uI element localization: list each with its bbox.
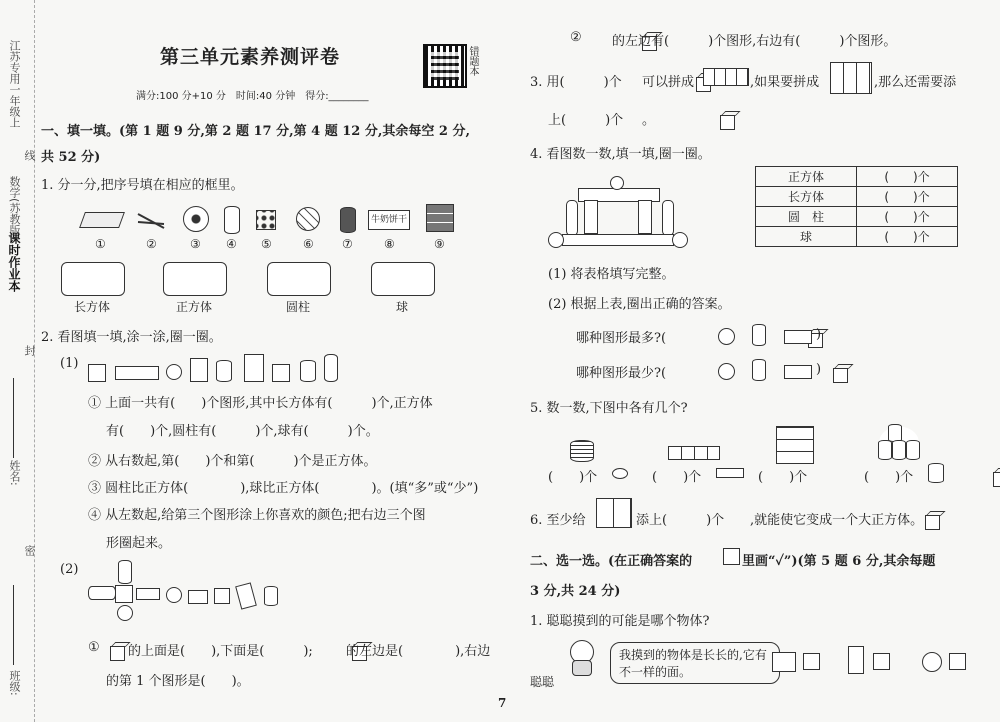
q2-line6: 形圈起来。 <box>106 536 172 551</box>
grade-label: 江苏专用一年级上 <box>8 40 21 128</box>
cut-mark: 线 <box>23 150 36 161</box>
table-row <box>756 187 958 207</box>
name-blank[interactable] <box>13 378 14 458</box>
num-5: ⑤ <box>261 237 272 251</box>
p2-cube-center <box>115 585 133 603</box>
shape-cube-2 <box>272 364 290 382</box>
answer-box-sphere[interactable] <box>371 262 435 296</box>
cuboid-option-most[interactable] <box>784 330 812 344</box>
section1-heading-cont: 共 52 分) <box>41 150 101 165</box>
coin-icon <box>612 468 628 479</box>
q3-cuboid-built <box>703 68 749 86</box>
p2-line1-mid: 的上面是( ),下面是( ); <box>128 644 313 659</box>
sphere-option-most[interactable] <box>718 328 735 345</box>
table-cell-answer[interactable]: ( )个 <box>857 167 958 187</box>
cylinder-icon-q5 <box>928 463 944 483</box>
num-2: ② <box>146 237 157 251</box>
label-cuboid: 长方体 <box>73 300 110 314</box>
cylinder-object <box>224 206 240 234</box>
series-label: 课时作业本 <box>7 232 21 292</box>
shape-cuboid-2 <box>190 358 208 382</box>
cube-icon-g <box>925 515 940 530</box>
section2-heading-b: 里画“✓”)(第 5 题 6 分,其余每题 <box>742 554 936 569</box>
q2-line5: ④ 从左数起,给第三个图形涂上你喜欢的颜色;把右边三个图 <box>88 508 426 523</box>
flat-cuboids <box>668 446 720 460</box>
cube-icon-e <box>720 115 735 130</box>
q2-line4: ③ 圆柱比正方体( ),球比正方体( )。(填“多”或“少”) <box>88 481 479 496</box>
most-close: ) <box>816 327 822 342</box>
q4-sub1: (1) 将表格填写完整。 <box>548 267 675 282</box>
can <box>340 207 356 233</box>
rubiks-cube <box>426 204 454 232</box>
milk-biscuit-box <box>368 210 410 230</box>
p2-cylinder-row <box>264 586 278 606</box>
q6-shape <box>596 498 632 528</box>
qr-label: 错题本 <box>467 46 478 76</box>
q5-answer-3[interactable]: ( )个 <box>758 470 808 485</box>
qr-code <box>423 44 467 88</box>
choice-checkbox-3[interactable] <box>949 653 966 670</box>
section2-heading-c: 3 分,共 24 分) <box>530 584 621 599</box>
p2-cube-row <box>214 588 230 604</box>
answer-box-cylinder[interactable] <box>267 262 331 296</box>
cube-stack <box>776 426 814 464</box>
milk-biscuit-label: 牛奶饼干 <box>370 215 407 225</box>
edition-label: 数学(苏教版) <box>8 176 21 240</box>
answer-box-cuboid[interactable] <box>61 262 125 296</box>
p2-sphere-row <box>166 587 182 603</box>
table-cell: 长方体 <box>756 187 857 207</box>
page-number: 7 <box>498 696 507 710</box>
basketball <box>296 207 320 231</box>
section2-heading-a: 二、选一选。(在正确答案的 <box>530 554 693 569</box>
q1-text: 1. 分一分,把序号填在相应的框里。 <box>41 178 244 193</box>
cube-icon-f <box>993 472 1000 487</box>
sphere-option-least[interactable] <box>718 363 735 380</box>
p2-sphere-bottom <box>117 605 133 621</box>
sticks <box>136 208 166 232</box>
q6-part3: ,就能使它变成一个大正方体。 <box>750 513 924 528</box>
q3-part4: ,那么还需要添 <box>874 75 957 90</box>
choice-cuboid-shape <box>848 646 864 674</box>
checkbox-icon <box>723 548 740 565</box>
q2-1-text: 1. 聪聪摸到的可能是哪个物体? <box>530 614 710 629</box>
flat-cuboid-icon <box>716 468 744 478</box>
q6-part1: 6. 至少给 <box>530 513 586 528</box>
shape-cuboid-3 <box>244 354 264 382</box>
table-row <box>756 227 958 247</box>
most-question: 哪种图形最多?( <box>576 331 667 346</box>
choice-checkbox-2[interactable] <box>873 653 890 670</box>
q6-part2: 添上( )个 <box>636 513 725 528</box>
coin-stack <box>570 440 594 462</box>
q2-line2: 有( )个,圆柱有( )个,球有( )个。 <box>106 424 379 439</box>
table-cell: 圆 柱 <box>756 207 857 227</box>
class-blank[interactable] <box>13 585 14 665</box>
shape-cuboid-1 <box>115 366 159 380</box>
choice-sphere-shape <box>922 652 942 672</box>
eraser-box <box>79 212 125 228</box>
q5-answer-4[interactable]: ( )个 <box>864 470 914 485</box>
answer-box-cube[interactable] <box>163 262 227 296</box>
q2-line1: ① 上面一共有( )个图形,其中长方体有( )个,正方体 <box>88 396 433 411</box>
label-sphere: 球 <box>395 300 408 314</box>
q4-text: 4. 看图数一数,填一填,圈一圈。 <box>530 147 711 162</box>
shape-cylinder-2 <box>300 360 316 382</box>
section1-heading: 一、填一填。(第 1 题 9 分,第 2 题 17 分,第 4 题 12 分,其余每空 2 分, <box>41 124 471 139</box>
class-label: 班级: <box>8 670 21 696</box>
q2-part1: (1) <box>60 356 79 371</box>
p2-cylinder-top <box>118 560 132 584</box>
choice-checkbox-1[interactable] <box>803 653 820 670</box>
p2-cylinder-left <box>88 586 116 600</box>
name-label: 姓名: <box>8 460 21 486</box>
dense-mark: 密 <box>23 545 36 556</box>
num-4: ④ <box>226 237 237 251</box>
dice <box>256 210 276 230</box>
p2-cuboid-row <box>188 590 208 604</box>
num-6: ⑥ <box>303 237 314 251</box>
least-question: 哪种图形最少?( <box>576 366 667 381</box>
q3-part6: 。 <box>642 113 656 128</box>
num-8: ⑧ <box>384 237 395 251</box>
num-9: ⑨ <box>434 237 445 251</box>
q4-sub2: (2) 根据上表,圈出正确的答案。 <box>548 297 731 312</box>
shape-cylinder-3 <box>324 354 338 382</box>
cube-icon-a <box>110 646 125 661</box>
page-title: 第三单元素养测评卷 <box>160 46 341 68</box>
table-cell-answer[interactable]: ( )个 <box>857 187 958 207</box>
num-3: ③ <box>190 237 201 251</box>
building-illustration <box>548 178 688 248</box>
count-table <box>755 166 958 247</box>
kid-illustration <box>562 640 600 676</box>
table-cell-answer[interactable]: ( )个 <box>857 207 958 227</box>
label-cube: 正方体 <box>175 300 212 314</box>
q3-part1: 3. 用( )个 <box>530 75 622 90</box>
r-line0-num: ② <box>570 30 582 45</box>
speech-bubble: 我摸到的物体是长长的,它有不一样的面。 <box>610 642 780 684</box>
shape-cube-1 <box>88 364 106 382</box>
least-close: ) <box>816 362 822 377</box>
cylinder-option-least[interactable] <box>752 359 766 381</box>
r-line0: 的左边有( )个图形,右边有( )个图形。 <box>612 34 897 49</box>
q3-part3: ,如果要拼成 <box>750 75 820 90</box>
q2-text: 2. 看图填一填,涂一涂,圈一圈。 <box>41 330 222 345</box>
label-cylinder: 圆柱 <box>285 300 310 314</box>
score-info: 满分:100 分+10 分 时间:40 分钟 得分:________ <box>136 91 369 102</box>
seal-mark: 封 <box>23 345 36 356</box>
p2-line2: 的第 1 个图形是( )。 <box>106 674 250 689</box>
q2-part2: (2) <box>60 562 79 577</box>
p2-cuboid-tilt <box>235 582 257 609</box>
num-7: ⑦ <box>342 237 353 251</box>
q3-part5: 上( )个 <box>548 113 624 128</box>
kid-name: 聪聪 <box>530 675 555 689</box>
shape-cylinder-1 <box>216 360 232 382</box>
shape-sphere-1 <box>166 364 182 380</box>
cylinder-option-most[interactable] <box>752 324 766 346</box>
cuboid-option-least[interactable] <box>784 365 812 379</box>
num-1: ① <box>95 237 106 251</box>
p2-cuboid-right <box>136 588 160 600</box>
table-cell-answer[interactable]: ( )个 <box>857 227 958 247</box>
q5-text: 5. 数一数,下图中各有几个? <box>530 401 688 416</box>
q2-line3: ② 从右数起,第( )个和第( )个是正方体。 <box>88 454 377 469</box>
q3-target-shape <box>830 62 872 94</box>
cylinder-stack <box>876 424 922 460</box>
table-cell: 球 <box>756 227 857 247</box>
soccer-ball <box>183 206 209 232</box>
choice-cube-shape <box>772 652 796 672</box>
p2-line1-end: 的左边是( ),右边 <box>346 644 491 659</box>
q5-answer-2[interactable]: ( )个 <box>652 470 702 485</box>
cube-option-least[interactable] <box>833 368 848 383</box>
q3-part2: 可以拼成 <box>642 75 695 90</box>
table-row <box>756 207 958 227</box>
p2-line1-num: ① <box>88 640 100 655</box>
table-cell: 正方体 <box>756 167 857 187</box>
q5-answer-1[interactable]: ( )个 <box>548 470 598 485</box>
table-row <box>756 167 958 187</box>
